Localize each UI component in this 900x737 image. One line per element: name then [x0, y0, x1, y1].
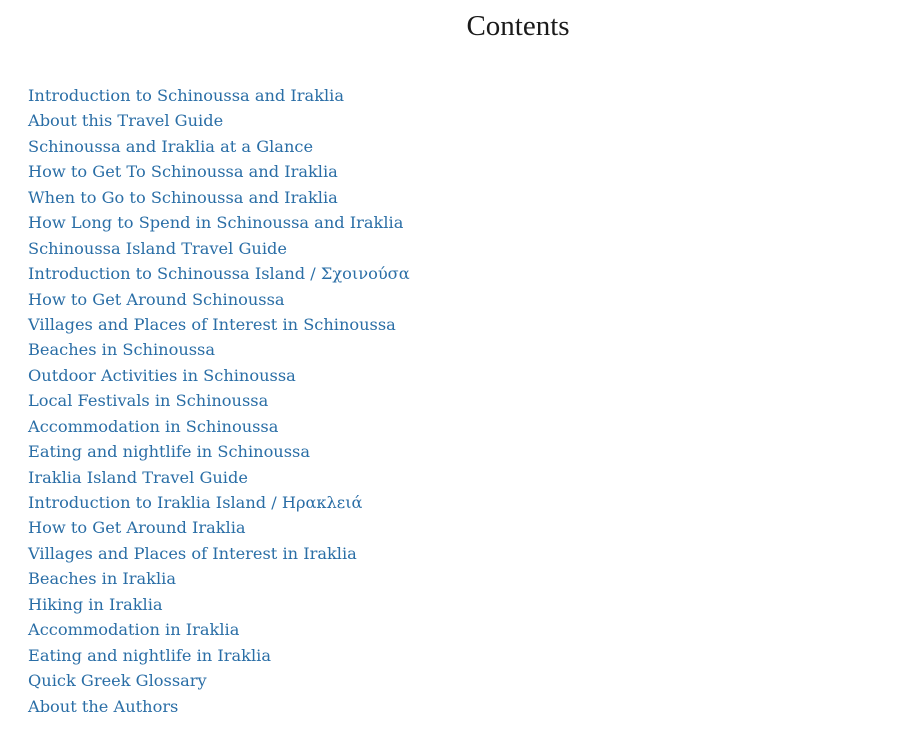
toc-entry: [28, 694, 410, 719]
toc-link-schinoussa-eating[interactable]: Eating and nightlife in Schinoussa: [28, 442, 311, 462]
toc-link-iraklia-intro[interactable]: Introduction to Iraklia Island / Ηρακλειά: [28, 493, 363, 512]
toc-entry: [28, 414, 410, 439]
toc-entry: [28, 108, 410, 133]
toc-link-iraklia-hiking[interactable]: Hiking in Iraklia: [28, 594, 163, 614]
toc-link-about-authors[interactable]: About the Authors: [28, 696, 179, 716]
page-title: Contents: [466, 10, 570, 42]
toc-link-when-to-go[interactable]: When to Go to Schinoussa and Iraklia: [28, 187, 338, 207]
toc-entry: [28, 261, 410, 286]
toc-entry: [28, 617, 410, 642]
toc-link-schinoussa-festivals[interactable]: Local Festivals in Schinoussa: [28, 391, 269, 411]
toc-link-iraklia-accommodation[interactable]: Accommodation in Iraklia: [28, 620, 240, 640]
toc-link-schinoussa-villages[interactable]: Villages and Places of Interest in Schinoussa: [28, 314, 396, 334]
toc-entry: [28, 388, 410, 413]
toc-entry: [28, 465, 410, 490]
toc-entry: [28, 643, 410, 668]
toc-entry: [28, 337, 410, 362]
toc-link-schinoussa-getting-around[interactable]: How to Get Around Schinoussa: [28, 289, 285, 309]
toc-link-iraklia-eating[interactable]: Eating and nightlife in Iraklia: [28, 645, 271, 665]
toc-entry: [28, 566, 410, 591]
toc-link-schinoussa-beaches[interactable]: Beaches in Schinoussa: [28, 340, 216, 360]
toc-entry: [28, 83, 410, 108]
toc-link-introduction[interactable]: Introduction to Schinoussa and Iraklia: [28, 86, 345, 105]
toc-entry: [28, 439, 410, 464]
toc-entry: [28, 312, 410, 337]
toc-entry: [28, 363, 410, 388]
toc-link-iraklia-beaches[interactable]: Beaches in Iraklia: [28, 569, 176, 589]
toc-entry: [28, 490, 410, 515]
toc-link-iraklia-getting-around[interactable]: How to Get Around Iraklia: [28, 518, 246, 538]
toc-entry: [28, 185, 410, 210]
toc-entry: [28, 541, 410, 566]
toc-entry: [28, 668, 410, 693]
toc-entry: [28, 134, 410, 159]
toc-entry: [28, 515, 410, 540]
toc-link-iraklia-villages[interactable]: Villages and Places of Interest in Iraklia: [28, 543, 357, 563]
toc-entry: [28, 287, 410, 312]
toc-link-how-long[interactable]: How Long to Spend in Schinoussa and Iraklia: [28, 213, 404, 233]
toc-entry: [28, 159, 410, 184]
toc-entry: [28, 592, 410, 617]
toc-entry: [28, 236, 410, 261]
table-of-contents: [28, 83, 410, 719]
toc-entry: [28, 210, 410, 235]
toc-link-schinoussa-outdoor[interactable]: Outdoor Activities in Schinoussa: [28, 365, 296, 385]
toc-link-schinoussa-intro[interactable]: Introduction to Schinoussa Island / Σχοινούσα: [28, 264, 410, 284]
toc-link-schinoussa-guide[interactable]: Schinoussa Island Travel Guide: [28, 238, 287, 258]
toc-link-greek-glossary[interactable]: Quick Greek Glossary: [28, 671, 207, 691]
toc-link-at-a-glance[interactable]: Schinoussa and Iraklia at a Glance: [28, 136, 314, 156]
toc-link-schinoussa-accommodation[interactable]: Accommodation in Schinoussa: [28, 416, 279, 436]
toc-link-iraklia-guide[interactable]: Iraklia Island Travel Guide: [28, 467, 248, 487]
toc-link-how-to-get[interactable]: How to Get To Schinoussa and Iraklia: [28, 162, 338, 182]
toc-link-about-guide[interactable]: About this Travel Guide: [28, 111, 224, 131]
